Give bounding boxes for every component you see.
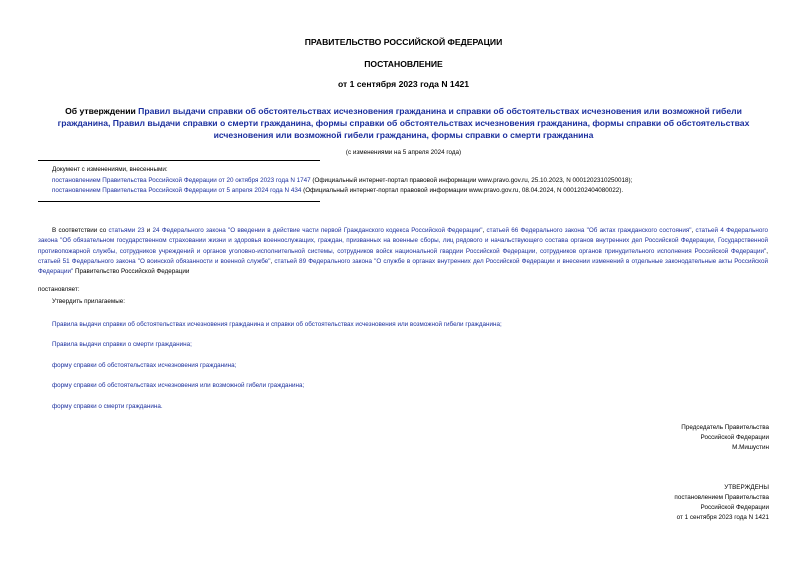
approved-stamp-block — [674, 483, 769, 523]
document-type-heading: ПОСТАНОВЛЕНИЕ — [364, 59, 443, 69]
approved-item-link[interactable]: Правила выдачи справки об обстоятельствах исчезновения гражданина и справки об обстоятельствах исчезновения или возможной гибели гражданина; — [52, 321, 502, 328]
law-link[interactable]: 24 Федерального закона "О введении в действие части первой Гражданского кодекса Российской Федерации" — [152, 227, 483, 234]
edition-link[interactable]: постановлением Правительства Российской Федерации от 20 октября 2023 года N 1747 — [52, 177, 311, 184]
title-prefix: Об утверждении — [65, 106, 139, 116]
approved-item-link[interactable]: форму справки об обстоятельствах исчезновения или возможной гибели гражданина; — [52, 382, 305, 389]
approved-line: Российской Федерации — [700, 504, 769, 511]
signature-block — [681, 423, 769, 453]
edition-source: (Официальный интернет-портал правовой информации www.pravo.gov.ru, 08.04.2024, N 0001202404080022). — [301, 187, 624, 194]
preamble-text: и — [144, 227, 153, 234]
preamble-text: Правительство Российской Федерации — [73, 268, 190, 276]
law-link[interactable]: статьей 4 Федерального закона "Об обязательном государственном страховании жизни и здоровья военнослужащих, граждан, призванных на военные сборы, лиц рядового и начальствующего состава органов внутренних дел Российской Федерации, Государственной противопожарной службы, сотрудников учреждений и органов уголовно-исполнительной системы, сотрудников войск национальной гвардии Российской Федерации, сотрудников органов принудительного исполнения Российской Федерации" — [38, 227, 769, 255]
preamble-text: В соответствии со — [52, 227, 109, 234]
government-heading: ПРАВИТЕЛЬСТВО РОССИЙСКОЙ ФЕДЕРАЦИИ — [304, 37, 503, 47]
edition-item — [52, 186, 623, 196]
approved-item-link[interactable]: Правила выдачи справки о смерти гражданина; — [52, 341, 192, 348]
signature-position: Председатель Правительства — [681, 424, 769, 431]
approved-item-link[interactable]: форму справки об обстоятельствах исчезновения гражданина; — [52, 362, 237, 369]
title-link[interactable]: Правил выдачи справки об обстоятельствах исчезновения гражданина и справки об обстоятельствах исчезновения или возможной гибели гражданина, Правил выдачи справки о смерти гражданина, формы справки об обстоятельствах исчезновения гражданина, формы справки об обстоятельствах исчезновения или возможной гибели гражданина, формы справки о смерти гражданина — [57, 106, 750, 140]
preamble-text: , — [482, 227, 487, 234]
decree-word: постановляет: — [38, 286, 80, 293]
law-link[interactable]: статьями 23 — [108, 227, 145, 234]
approved-item-link[interactable]: форму справки о смерти гражданина. — [52, 403, 163, 410]
editions-top-rule — [38, 160, 320, 161]
signature-organization: Российской Федерации — [700, 434, 769, 441]
approved-line: постановлением Правительства — [674, 494, 769, 501]
revision-note: (с изменениями на 5 апреля 2024 года) — [345, 149, 462, 156]
approved-heading: УТВЕРЖДЕНЫ — [724, 484, 769, 491]
law-link[interactable]: статьей 66 Федерального закона "Об актах гражданского состояния" — [486, 227, 692, 234]
edition-item — [52, 176, 632, 186]
preamble-text: , — [766, 247, 768, 255]
approve-intro: Утвердить прилагаемые: — [52, 298, 125, 305]
signature-name: М.Мишустин — [732, 444, 769, 451]
document-title — [0, 105, 807, 141]
edition-link[interactable]: постановлением Правительства Российской Федерации от 5 апреля 2024 года N 434 — [52, 187, 302, 194]
approved-line: от 1 сентября 2023 года N 1421 — [676, 514, 769, 521]
preamble-paragraph — [38, 226, 768, 277]
preamble-text: , — [270, 257, 275, 265]
editions-intro: Документ с изменениями, внесенными: — [52, 166, 168, 173]
law-link[interactable]: статьей 51 Федерального закона "О воинской обязанности и военной службе" — [38, 257, 271, 265]
preamble-text: , — [691, 227, 696, 234]
document-date-number: от 1 сентября 2023 года N 1421 — [337, 79, 470, 89]
law-link[interactable]: статьей 89 Федерального закона "О службе в органах внутренних дел Российской Федерации и внесении изменений в отдельные законодательные акты Российской Федерации" — [38, 257, 768, 276]
editions-bottom-rule — [38, 201, 320, 202]
edition-source: (Официальный интернет-портал правовой информации www.pravo.gov.ru, 25.10.2023, N 0001202310250018); — [310, 177, 633, 184]
